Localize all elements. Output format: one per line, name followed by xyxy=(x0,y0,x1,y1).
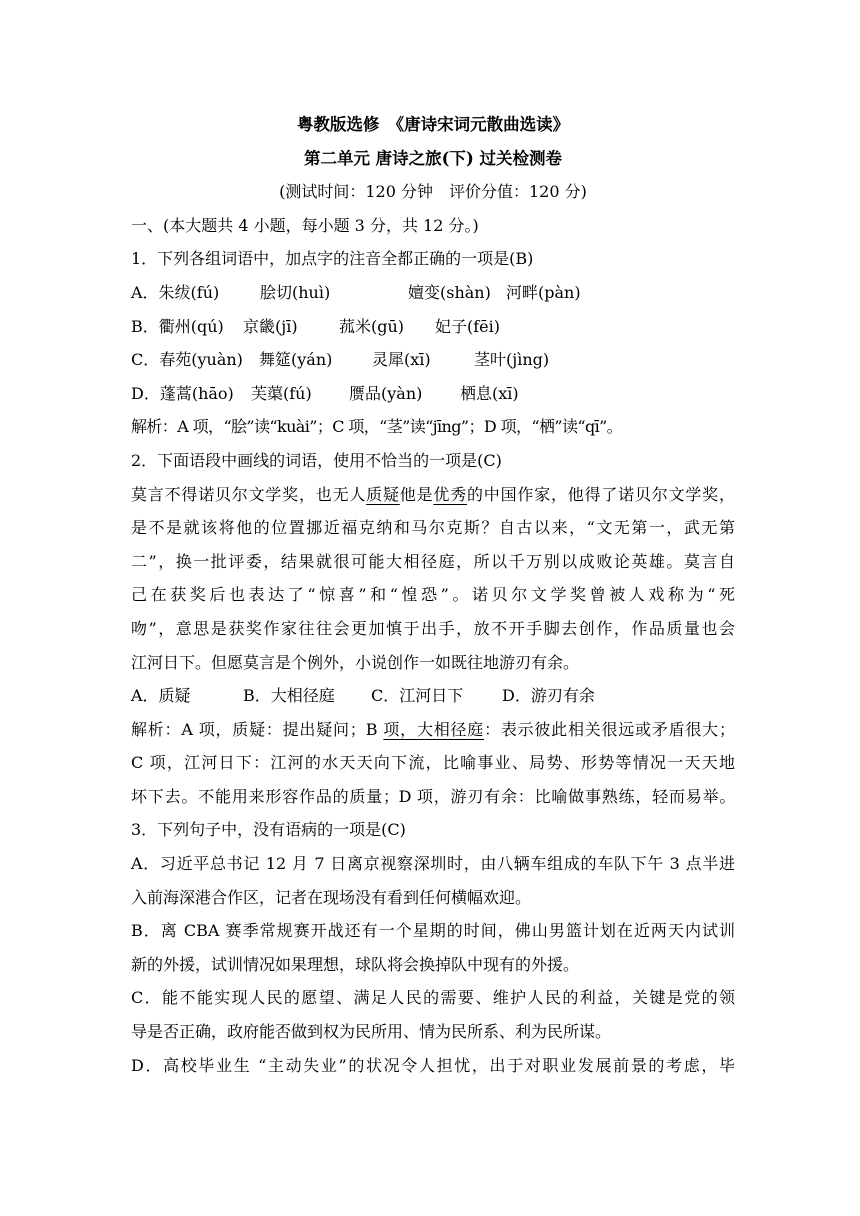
option-a-word-4: 河畔(pàn) xyxy=(506,282,581,302)
passage-line-1 xyxy=(131,478,735,512)
underlined-analysis-daxiangjingting: 项，大相径庭 xyxy=(383,719,485,739)
option-c-word-2: 舞筵(yán) xyxy=(259,350,333,370)
question-2-analysis-line-2: C 项，江河日下：江河的水天天向下流，比喻事业、局势、形势等情况一天天地 xyxy=(131,753,735,773)
option-c-word-3: 灵犀(xī) xyxy=(372,350,431,370)
passage-text: 的中国作家，他得了诺贝尔文学奖， xyxy=(467,484,735,504)
question-3-option-a-line-1: A．习近平总书记 12 月 7 日离京视察深圳时，由八辆车组成的车队下午 3 点半进 xyxy=(131,854,735,874)
option-c-word-4: 茎叶(jìng) xyxy=(474,350,550,370)
passage-line-4: 己在获奖后也表达了“惊喜”和“惶恐”。诺贝尔文学奖曾被人戏称为“死 xyxy=(131,585,735,605)
option-d-word-4: 栖息(xī) xyxy=(460,383,519,403)
question-3-option-b-line-1: B．离 CBA 赛季常规赛开战还有一个星期的时间，佛山男篮计划在近两天内试训 xyxy=(131,921,735,941)
option-d-word-1: D．蓬蒿(hāo) xyxy=(131,383,234,403)
option-d-word-2: 芙蕖(fú) xyxy=(251,383,312,403)
question-2-option-a: A．质疑 xyxy=(131,686,191,706)
question-3-option-c-line-1: C．能不能实现人民的愿望、满足人民的需要、维护人民的利益，关键是党的领 xyxy=(131,988,735,1008)
document-body xyxy=(131,108,735,1082)
option-b-word-1: B．衢州(qú) xyxy=(131,316,224,336)
document-title: 粤教版选修 《唐诗宋词元散曲选读》 xyxy=(296,115,570,134)
passage-line-6: 江河日下。但愿莫言是个例外，小说创作一如既往地游刃有余。 xyxy=(131,652,580,672)
passage-line-2: 是不是就该将他的位置挪近福克纳和马尔克斯？自古以来，“文无第一，武无第 xyxy=(131,518,735,538)
question-2-analysis-line-3: 坏下去。不能用来形容作品的质量；D 项，游刃有余：比喻做事熟练，轻而易举。 xyxy=(131,786,735,806)
option-c-word-1: C．春苑(yuàn) xyxy=(131,350,243,370)
question-1-analysis: 解析：A 项，“脍”读“kuài”；C 项，“茎”读“jīng”；D 项，“栖”读“qī”。 xyxy=(131,417,623,437)
option-a-word-2: 脍切(huì) xyxy=(260,282,331,302)
option-b-word-3: 菰米(gū) xyxy=(339,316,405,336)
underlined-word-zhiyi: 质疑 xyxy=(366,484,400,504)
question-1-stem: 1．下列各组词语中，加点字的注音全都正确的一项是(B) xyxy=(131,249,534,269)
question-2-analysis-line-1 xyxy=(131,713,735,747)
question-1-option-c xyxy=(131,343,735,377)
passage-text: 他是 xyxy=(399,484,434,504)
unit-title: 第二单元 唐诗之旅(下) 过关检测卷 xyxy=(303,148,563,168)
analysis-text: ：表示彼此相关很远或矛盾很大； xyxy=(484,719,735,739)
question-3-option-c-line-2: 导是否正确，政府能否做到权为民所用、情为民所系、利为民所谋。 xyxy=(131,1022,612,1042)
question-2-options xyxy=(131,679,735,713)
section-heading: 一、(本大题共 4 小题，每小题 3 分，共 12 分。) xyxy=(131,215,479,235)
option-a-word-1: A．朱绂(fú) xyxy=(131,282,220,302)
question-3-stem: 3．下列句子中，没有语病的一项是(C) xyxy=(131,820,406,840)
option-a-word-3: 嬗变(shàn) xyxy=(408,282,491,302)
question-3-option-b-line-2: 新的外援，试训情况如果理想，球队将会换掉队中现有的外援。 xyxy=(131,954,580,974)
question-2-option-b: B．大相径庭 xyxy=(243,686,335,706)
analysis-text: 解析：A 项，质疑：提出疑问；B xyxy=(131,719,384,739)
question-1-option-b xyxy=(131,310,735,344)
passage-line-3: 二”，换一批评委，结果就很可能大相径庭，所以千万别以成败论英雄。莫言自 xyxy=(131,551,735,571)
test-info: (测试时间：120 分钟 评价分值：120 分) xyxy=(279,182,587,202)
passage-line-5: 吻”，意思是获奖作家往往会更加慎于出手，放不开手脚去创作，作品质量也会 xyxy=(131,618,735,638)
option-b-word-2: 京畿(jī) xyxy=(243,316,298,336)
question-3-option-d-line-1: D．高校毕业生 “主动失业”的状况令人担忧，出于对职业发展前景的考虑，毕 xyxy=(131,1055,735,1075)
option-b-word-4: 妃子(fēi) xyxy=(435,316,500,336)
question-2-stem: 2．下面语段中画线的词语，使用不恰当的一项是(C) xyxy=(131,450,502,470)
passage-text: 莫言不得诺贝尔文学奖，也无人 xyxy=(131,484,367,504)
question-1-option-d xyxy=(131,377,735,411)
option-d-word-3: 赝品(yàn) xyxy=(349,383,423,403)
question-2-option-d: D．游刃有余 xyxy=(502,686,595,706)
question-1-option-a xyxy=(131,276,735,310)
underlined-word-youxiu: 优秀 xyxy=(433,484,467,504)
question-3-option-a-line-2: 入前海深港合作区，记者在现场没有看到任何横幅欢迎。 xyxy=(131,887,532,907)
question-2-option-c: C．江河日下 xyxy=(371,686,464,706)
